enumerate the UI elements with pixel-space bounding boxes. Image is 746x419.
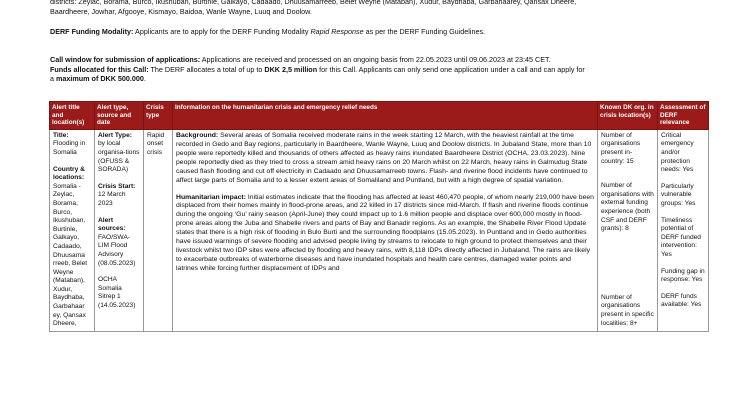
modality-text-before: Applicants are to apply for the DERF Funding Modality bbox=[133, 27, 311, 36]
crisis-type-text: Rapid onset crisis bbox=[147, 131, 165, 156]
call-window-line bbox=[50, 55, 700, 65]
funds-line-2 bbox=[50, 74, 700, 84]
districts-paragraph bbox=[50, 0, 700, 16]
header-known-orgs: Known DK org. in crisis location(s) bbox=[598, 102, 658, 130]
funds-max: maximum of DKK 500.000 bbox=[56, 74, 144, 84]
assessment-critical: Critical emergency and/or protection needs: Yes bbox=[661, 131, 694, 174]
districts-line-1: districts: Zeylac, Borama, Burco, Ikushuban, Burtinle, Galkayo, Cadaado, Dhuusamarreeb, Belet Weyne (Mataban), Xudur, Baydhaba, Garbahaarey, Qansax Dheere, bbox=[50, 0, 577, 6]
funds-label: Funds allocated for this Call: bbox=[50, 64, 149, 74]
alert-source-2: OCHA Somalia Sitrep 1 (14.05.2023) bbox=[98, 276, 136, 309]
assessment-vulnerable: Particularly vulnerable groups: Yes bbox=[661, 182, 696, 207]
cell-information bbox=[173, 129, 598, 331]
call-window-label: Call window for submission of applications: bbox=[50, 55, 201, 64]
modality-text-after: as per the DERF Funding Guidelines. bbox=[363, 27, 486, 36]
title-text: Flooding in Somalia bbox=[53, 140, 86, 156]
header-alert-title: Alert title and location(s) bbox=[50, 102, 95, 130]
districts-line-2: Baardheere, Jowhar, Afgooye, Kismayo, Baidoa, Wanle Wayne, Luuq and Doolow. bbox=[50, 6, 312, 16]
background-text: Several areas of Somalia received moderate rains in the week starting 12 March, with the heaviest rainfall at the time recorded in Gedo and Bay regions, particularly in Baardheere, Wanle Wayne, Luuq and Doolow districts. In Jubaland State, more than 10 people were reportedly killed and thousands of others affected as heavy rains inundated Baardheere District (OCHA, 23.03.2023). Nine people reportedly died as they tried to cross a stream amid heavy rains on 20 March whilst on 22 March, heavy rains in Galmudug State caused flash flooding and cut off electricity in Cadaado and Dhuusamarreeb towns. Flash- and riverine flood incidents have continued to affect large parts of Somalia and to a lesser extent areas of Somaliland and Puntland, but with a high degree of spatial variation. bbox=[176, 131, 592, 184]
cell-title-location bbox=[50, 129, 95, 331]
background-label: Background: bbox=[176, 131, 219, 139]
funds-line bbox=[50, 65, 700, 75]
title-label: Title: bbox=[53, 131, 69, 139]
assessment-funding-gap: Funding gap in response: Yes bbox=[661, 267, 705, 284]
alert-sources-label: Alert sources: bbox=[98, 216, 126, 233]
cell-assessment bbox=[658, 129, 709, 331]
locations-text: Somalia - Zeylac, Borama, Burco, Ikushuban, Burtinle, Galkayo, Cadaado, Dhuusama rreeb, Belet Weyne (Mataban), Xudur, Baydhaba, Garbahaar ey, Qansax Dheere, bbox=[53, 182, 88, 328]
alert-type-label: Alert Type: bbox=[98, 131, 132, 139]
funds-text-4: . bbox=[143, 74, 146, 84]
modality-italic: Rapid Response bbox=[310, 27, 364, 36]
cell-alert-type bbox=[95, 129, 144, 331]
country-label: Country & locations: bbox=[53, 165, 85, 182]
modality-paragraph bbox=[50, 27, 700, 37]
funds-text-3: a bbox=[50, 74, 56, 84]
orgs-present-country: Number of organisations present in-country: 15 bbox=[601, 131, 641, 165]
crisis-start-label: Crisis Start: bbox=[98, 182, 136, 190]
alert-table bbox=[49, 101, 709, 332]
modality-label: DERF Funding Modality: bbox=[50, 27, 134, 36]
table-row bbox=[50, 129, 709, 331]
orgs-funding-experience: Number of organisations with external funding experience (both CSF and DERF grants): 8 bbox=[601, 182, 654, 233]
header-alert-type: Alert type, source and date bbox=[95, 102, 144, 130]
assessment-funds-available: DERF funds available: Yes bbox=[661, 292, 702, 309]
crisis-start-text: 12 March 2023 bbox=[98, 191, 126, 207]
alert-source-1: FAO/SWA-LIM Flood Advisory (08.05.2023) bbox=[98, 233, 136, 267]
impact-text: Initial estimates indicate that the flooding has affected at least 460,470 people, of whom nearly 219,000 have been displaced from their homes mainly in flood-prone areas, and 22 killed in 17 districts since mid-March. If flash and riverine floods continue during the ongoing ‘Gu’ rainy season (April-June) they could impact up to 1.6 million people and displace over 600,000 mostly in flood-prone areas along the Juba and Shabelle rivers and parts of Bay and Banadir regions. As an example, the Shabelle River Flood Update states that there is a high risk of flooding in Bulo Burti and the surrounding floodplains (15.05.2023). In Puntland and in Gedo authorities have issued warnings of severe flooding and advised people living by streams to relocate to high ground to protect themselves and their livestock whilst two IDP sites were affected by flooding and heavy rains, with 8,118 IDPs directly affected in Jubaland. The rains are likely to exacerbate outbreaks of waterborne diseases and have inundated hospitals and health care centres, damaged water points and latrines while forcing further displacement of IDPs and bbox=[176, 193, 594, 273]
funds-amount: DKK 2,5 million bbox=[264, 64, 318, 74]
cell-crisis-type bbox=[144, 129, 173, 331]
funds-text-2: for this Call. Applicants can only send one application under a call and can apply for bbox=[317, 64, 585, 74]
header-information: Information on the humanitarian crisis and emergency relief needs bbox=[173, 102, 598, 130]
alert-type-text: by local organisa-tions (OFUSS & SORADA) bbox=[98, 140, 140, 174]
orgs-present-localities: Number of organisations present in specific localities: 8+ bbox=[601, 293, 654, 327]
table-header-row bbox=[50, 102, 709, 130]
background-paragraph bbox=[176, 132, 594, 186]
header-crisis-type: Crisis type bbox=[144, 102, 173, 130]
funds-text-1: The DERF allocates a total of up to bbox=[148, 64, 265, 74]
cell-known-orgs bbox=[598, 129, 658, 331]
impact-paragraph bbox=[176, 194, 594, 275]
header-assessment: Assessment of DERF relevance bbox=[658, 102, 709, 130]
call-funds-paragraph bbox=[50, 55, 700, 84]
impact-label: Humanitarian impact: bbox=[176, 193, 246, 201]
assessment-timeliness: Timeliness potential of DERF funded intervention: Yes bbox=[661, 216, 701, 258]
call-window-text: Applications are received and processed on an ongoing basis from 22.05.2023 until 09.06.2023 at 23:45 CET. bbox=[200, 55, 551, 64]
